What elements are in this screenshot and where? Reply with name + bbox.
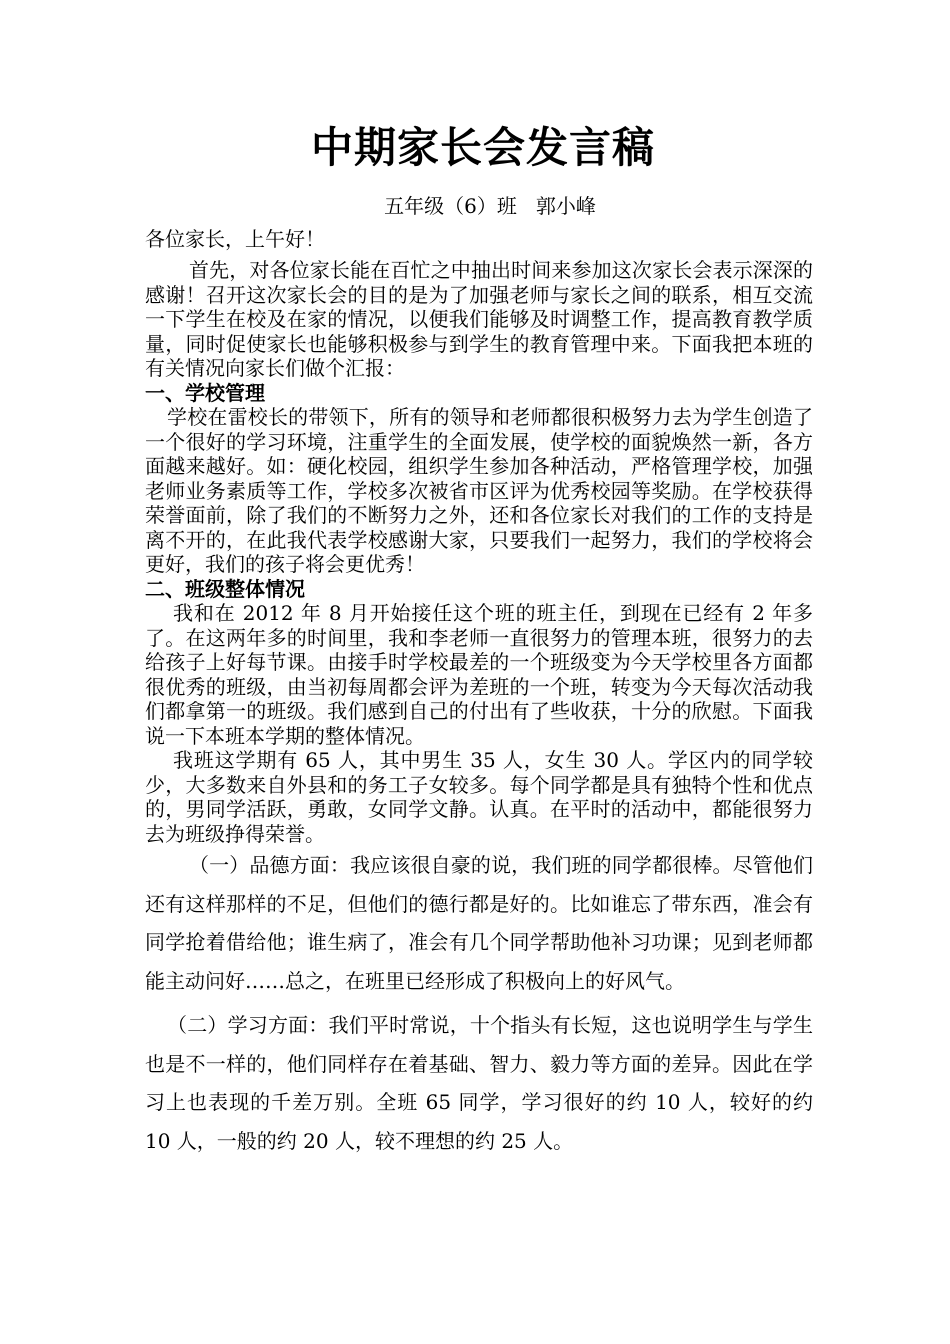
body-text-compact (145, 224, 813, 846)
body-text-spaced (145, 846, 813, 1160)
class-paragraph-2: 我班这学期有 65 人，其中男生 35 人，女生 30 人。学区内的同学较少，大多数来自外县和的务工子女较多。每个同学都是具有独特个性和优点的，男同学活跃，勇敢，女同学文静。认真。在平时的活动中，都能很努力去为班级挣得荣誉。 (145, 748, 813, 846)
author-byline: 五年级（6）班 郭小峰 (384, 194, 596, 218)
document-title: 中期家长会发言稿 (310, 123, 655, 172)
section-heading-school: 一、学校管理 (145, 380, 265, 405)
moral-paragraph: （一）品德方面：我应该很自豪的说，我们班的同学都很棒。尽管他们还有这样那样的不足，但他们的德行都是好的。比如谁忘了带东西，准会有同学抢着借给他；谁生病了，准会有几个同学帮助他补习功课；见到老师都能主动问好……总之，在班里已经形成了积极向上的好风气。 (145, 853, 813, 993)
section-heading-class: 二、班级整体情况 (145, 576, 305, 601)
study-paragraph: （二）学习方面：我们平时常说，十个指头有长短，这也说明学生与学生也是不一样的，他们同样存在着基础、智力、毅力等方面的差异。因此在学习上也表现的千差万别。全班 65 同学，学习很好的约 10 人，较好的约 10 人，一般的约 20 人，较不理想的约 25 人。 (145, 1013, 813, 1153)
greeting-line: 各位家长，上午好！ (145, 227, 325, 251)
school-paragraph: 学校在雷校长的带领下，所有的领导和老师都很积极努力去为学生创造了一个很好的学习环境，注重学生的全面发展，使学校的面貌焕然一新，各方面越来越好。如：硬化校园，组织学生参加各种活动，严格管理学校，加强老师业务素质等工作，学校多次被省市区评为优秀校园等奖励。在学校获得荣誉面前，除了我们的不断努力之外，还和各位家长对我们的工作的支持是离不开的，在此我代表学校感谢大家，只要我们一起努力，我们的学校将会更好，我们的孩子将会更优秀！ (145, 405, 813, 576)
class-paragraph-1: 我和在 2012 年 8 月开始接任这个班的班主任，到现在已经有 2 年多了。在这两年多的时间里，我和李老师一直很努力的管理本班，很努力的去给孩子上好每节课。由接手时学校最差的一个班级变为今天学校里各方面都很优秀的班级，由当初每周都会评为差班的一个班，转变为今天每次活动我们都拿第一的班级。我们感到自己的付出有了些收获，十分的欣慰。下面我说一下本班本学期的整体情况。 (145, 601, 813, 748)
document-page (145, 118, 813, 1160)
intro-paragraph: 首先，对各位家长能在百忙之中抽出时间来参加这次家长会表示深深的感谢！召开这次家长会的目的是为了加强老师与家长之间的联系，相互交流一下学生在校及在家的情况，以便我们能够及时调整工作，提高教育教学质量，同时促使家长也能够积极参与到学生的教育管理中来。下面我把本班的有关情况向家长们做个汇报： (145, 258, 813, 380)
